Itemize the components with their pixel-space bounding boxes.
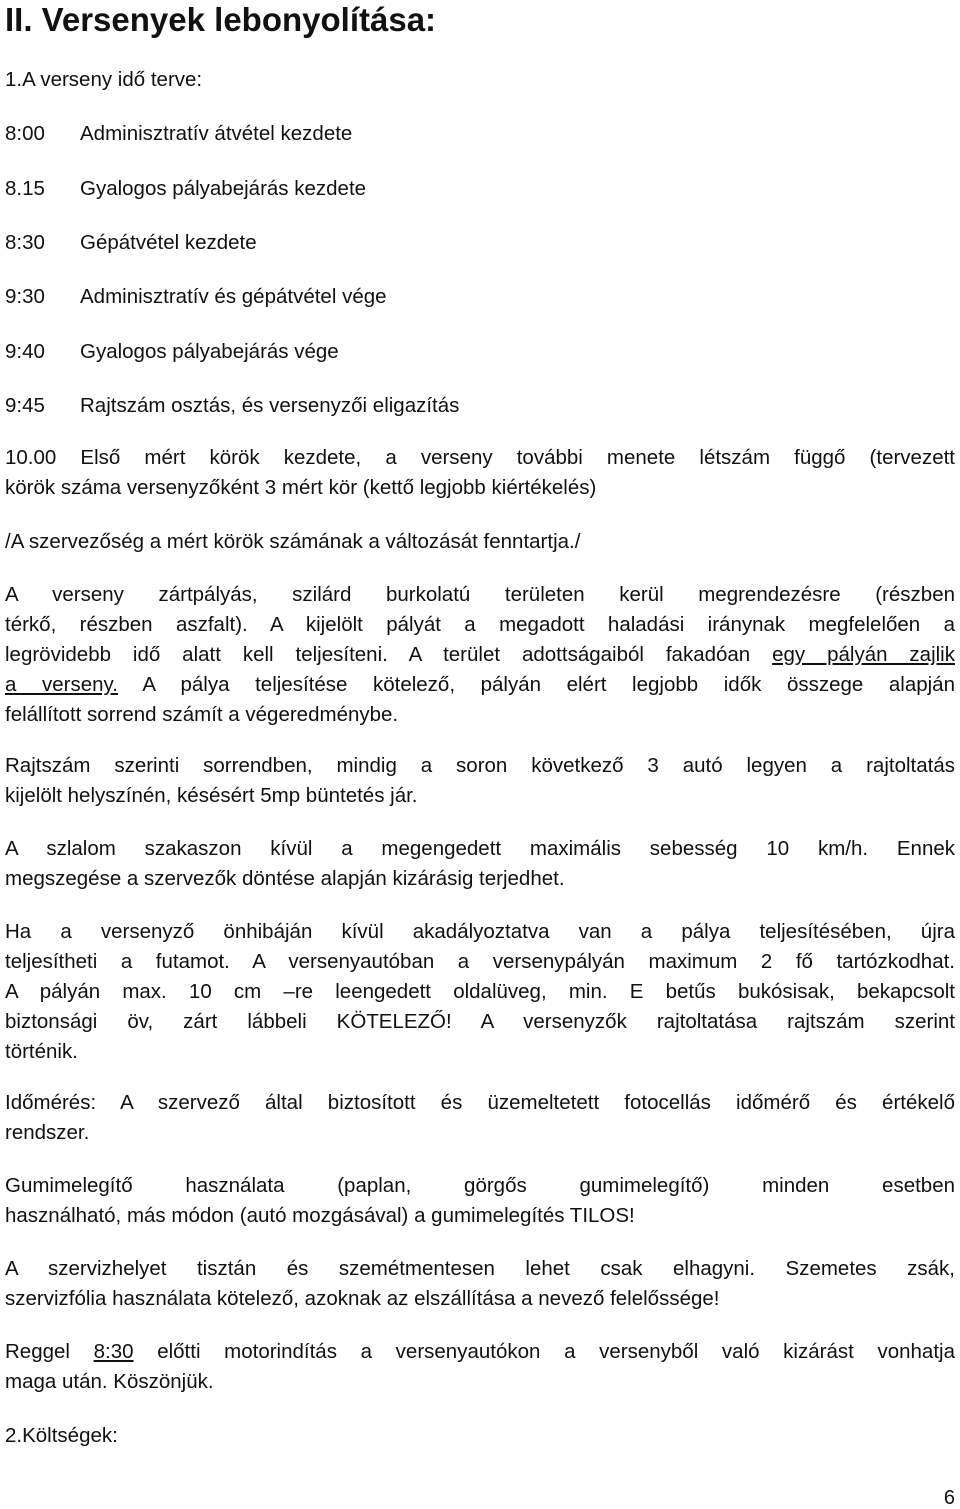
text-line: rendszer.: [5, 1121, 90, 1144]
text-line: teljesítheti a futamot. A versenyautóban a versenypályán maximum 2 fő tartózkodhat.: [5, 950, 955, 973]
text-segment: legrövidebb idő alatt kell teljesíteni. A terület adottságaiból fakadóan: [5, 643, 773, 666]
text-line: A szervizhelyet tisztán és szemétmentesen lehet csak elhagyni. Szemetes zsák,: [5, 1257, 955, 1280]
schedule-item: [5, 177, 366, 201]
underlined-text: a verseny.: [5, 673, 118, 696]
schedule-event: Gyalogos pályabejárás vége: [80, 340, 339, 363]
text-line: Rajtszám szerinti sorrendben, mindig a soron következő 3 autó legyen a rajtoltatás: [5, 754, 955, 777]
text-line: biztonsági öv, zárt lábbeli KÖTELEZŐ! A versenyzők rajtoltatása rajtszám szerint: [5, 1010, 955, 1033]
text-segment: előtti motorindítás a versenyautókon a versenyből való kizárást vonhatja: [133, 1340, 955, 1363]
section-1-title: 1.A verseny idő terve:: [5, 68, 203, 91]
text-line: [5, 670, 955, 700]
paragraph-start-order: [5, 751, 955, 811]
paragraph-track: [5, 580, 955, 730]
schedule-time: 9:45: [5, 394, 45, 417]
text-line: történik.: [5, 1040, 78, 1063]
schedule-item: [5, 285, 387, 309]
schedule-item: [5, 394, 459, 418]
text-line: Gumimelegítő használata (paplan, görgős gumimelegítő) minden esetben: [5, 1174, 955, 1197]
paragraph-tire-warmers: [5, 1171, 955, 1231]
text-line: maga után. Köszönjük.: [5, 1370, 214, 1393]
schedule-time: 8.15: [5, 177, 45, 200]
schedule-event: Adminisztratív átvétel kezdete: [80, 122, 353, 145]
text-segment: A pálya teljesítése kötelező, pályán elért legjobb idők összege alapján: [117, 673, 955, 696]
text-line: Ha a versenyző önhibáján kívül akadályoztatva van a pálya teljesítésében, újra: [5, 920, 955, 943]
underlined-text: egy pályán zajlik: [772, 643, 955, 666]
text-line: térkő, részben aszfalt). A kijelölt pályát a megadott haladási iránynak megfelelően a: [5, 613, 955, 636]
paragraph-organizer-note: /A szervezőség a mért körök számának a változását fenntartja./: [5, 530, 581, 553]
schedule-time: 8:00: [5, 122, 45, 145]
paragraph-rules: [5, 917, 955, 1067]
schedule-item: [5, 122, 352, 146]
schedule-event: Rajtszám osztás, és versenyzői eligazítás: [80, 394, 460, 417]
paragraph-speed: [5, 834, 955, 894]
text-line: A szlalom szakaszon kívül a megengedett maximális sebesség 10 km/h. Ennek: [5, 837, 955, 860]
paragraph-timing: [5, 1088, 955, 1148]
text-line: kijelölt helyszínén, késésért 5mp büntetés jár.: [5, 784, 418, 807]
text-line: szervizfólia használata kötelező, azoknak az elszállítása a nevező felelőssége!: [5, 1287, 720, 1310]
page-number: 6: [943, 1487, 955, 1509]
text-segment: Reggel: [5, 1340, 94, 1363]
paragraph-engine-start: [5, 1337, 955, 1397]
text-line: [5, 1337, 955, 1367]
text-line: körök száma versenyzőként 3 mért kör (kettő legjobb kiértékelés): [5, 476, 597, 499]
text-line: megszegése a szervezők döntése alapján kizárásig terjedhet.: [5, 867, 565, 890]
text-line: használható, más módon (autó mozgásával) a gumimelegítés TILOS!: [5, 1204, 635, 1227]
schedule-time: 8:30: [5, 231, 45, 254]
text-line: A pályán max. 10 cm –re leengedett oldalüveg, min. E betűs bukósisak, bekapcsolt: [5, 980, 955, 1003]
text-line: Időmérés: A szervező által biztosított és üzemeltetett fotocellás időmérő és értékelő: [5, 1091, 955, 1114]
section-2-title: 2.Költségek:: [5, 1424, 118, 1447]
schedule-time: 9:30: [5, 285, 45, 308]
text-line: A verseny zártpályás, szilárd burkolatú területen kerül megrendezésre (részben: [5, 583, 955, 606]
paragraph-service-area: [5, 1254, 955, 1314]
text-line: felállított sorrend számít a végeredménybe.: [5, 703, 399, 726]
schedule-item: [5, 340, 339, 364]
text-line: [5, 640, 955, 670]
schedule-event: Adminisztratív és gépátvétel vége: [80, 285, 387, 308]
schedule-event: Gyalogos pályabejárás kezdete: [80, 177, 367, 200]
page-title: II. Versenyek lebonyolítása:: [5, 1, 437, 38]
underlined-text: 8:30: [93, 1340, 134, 1363]
schedule-item: [5, 231, 257, 255]
text-line: 10.00 Első mért körök kezdete, a verseny további menete létszám függő (tervezett: [5, 446, 955, 469]
schedule-event: Gépátvétel kezdete: [80, 231, 257, 254]
paragraph-first-laps: [5, 443, 955, 503]
schedule-time: 9:40: [5, 340, 45, 363]
